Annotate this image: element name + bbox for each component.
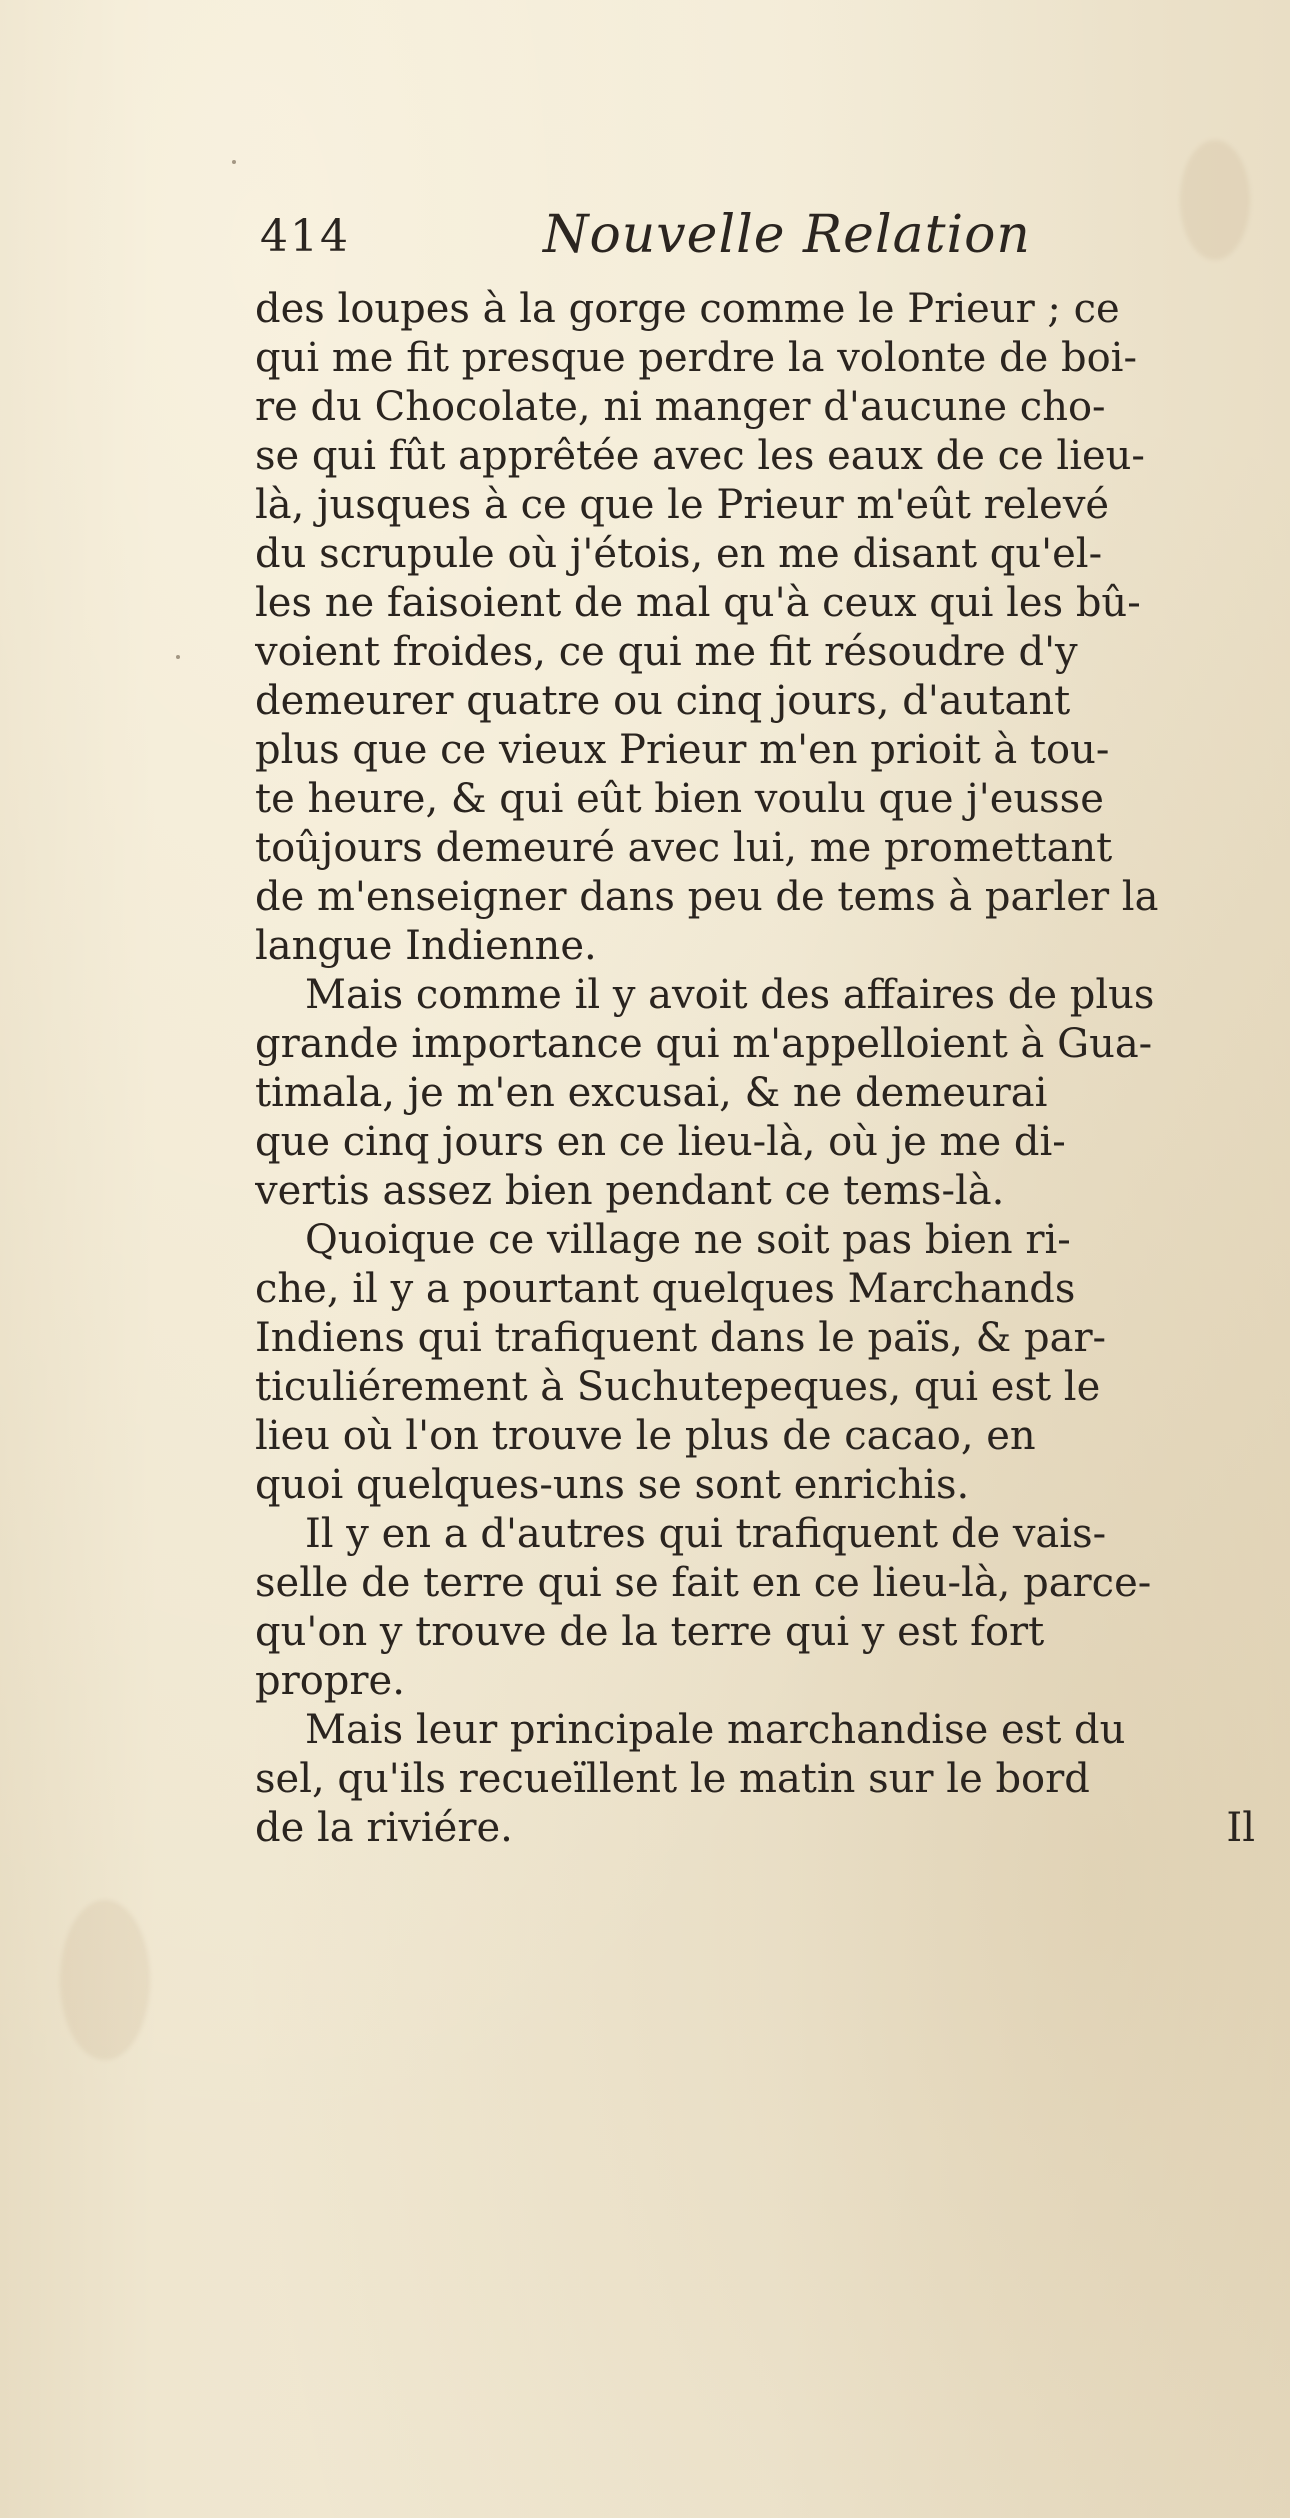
text-line: voient froides, ce qui me fit résoudre d'y: [255, 629, 1078, 675]
text-line: vertis assez bien pendant ce tems-là.: [255, 1168, 1005, 1214]
text-line: re du Chocolate, ni manger d'aucune cho-: [255, 384, 1106, 430]
paragraph-start-line: Mais comme il y avoit des affaires de plus: [305, 972, 1155, 1018]
text-line: lieu où l'on trouve le plus de cacao, en: [255, 1413, 1036, 1459]
text-line: du scrupule où j'étois, en me disant qu'el-: [255, 531, 1103, 577]
text-line: de la riviére.: [255, 1805, 513, 1851]
paragraph-start-line: Mais leur principale marchandise est du: [305, 1707, 1126, 1753]
ink-speck: [176, 655, 180, 659]
text-line: qui me fit presque perdre la volonte de boi-: [255, 335, 1137, 381]
text-line: plus que ce vieux Prieur m'en prioit à tou-: [255, 727, 1110, 773]
text-line: là, jusques à ce que le Prieur m'eût relevé: [255, 482, 1110, 528]
text-line: selle de terre qui se fait en ce lieu-là, parce-: [255, 1560, 1152, 1606]
text-line: toûjours demeuré avec lui, me promettant: [255, 825, 1113, 871]
ink-speck: [232, 160, 236, 164]
paper-stain: [60, 1900, 150, 2060]
page-number: 414: [260, 211, 350, 262]
text-line: sel, qu'ils recueïllent le matin sur le bord: [255, 1756, 1090, 1802]
text-line: que cinq jours en ce lieu-là, où je me di-: [255, 1119, 1066, 1165]
paragraph-start-line: Il y en a d'autres qui trafiquent de vais-: [305, 1511, 1107, 1557]
text-line: quoi quelques-uns se sont enrichis.: [255, 1462, 970, 1508]
text-line: des loupes à la gorge comme le Prieur ; ce: [255, 286, 1120, 332]
text-line: Indiens qui trafiquent dans le païs, & par-: [255, 1315, 1107, 1361]
running-head: [230, 205, 1130, 275]
body-text: [255, 285, 1255, 1853]
text-line: timala, je m'en excusai, & ne demeurai: [255, 1070, 1048, 1116]
text-line: de m'enseigner dans peu de tems à parler la: [255, 874, 1159, 920]
text-line: ticuliérement à Suchutepeques, qui est le: [255, 1364, 1101, 1410]
paper-stain: [1180, 140, 1250, 260]
catchword: Il: [1226, 1805, 1255, 1851]
text-line: grande importance qui m'appelloient à Gua-: [255, 1021, 1153, 1067]
text-line: langue Indienne.: [255, 923, 597, 969]
paragraph-start-line: Quoique ce village ne soit pas bien ri-: [305, 1217, 1071, 1263]
text-line: che, il y a pourtant quelques Marchands: [255, 1266, 1076, 1312]
text-line: se qui fût apprêtée avec les eaux de ce lieu-: [255, 433, 1145, 479]
text-line: propre.: [255, 1658, 405, 1704]
text-line: qu'on y trouve de la terre qui y est fort: [255, 1609, 1045, 1655]
text-line: demeurer quatre ou cinq jours, d'autant: [255, 678, 1071, 724]
last-text-line: [255, 1804, 1255, 1853]
text-line: les ne faisoient de mal qu'à ceux qui les bû-: [255, 580, 1141, 626]
text-line: te heure, & qui eût bien voulu que j'eusse: [255, 776, 1104, 822]
running-title: Nouvelle Relation: [543, 205, 1031, 265]
